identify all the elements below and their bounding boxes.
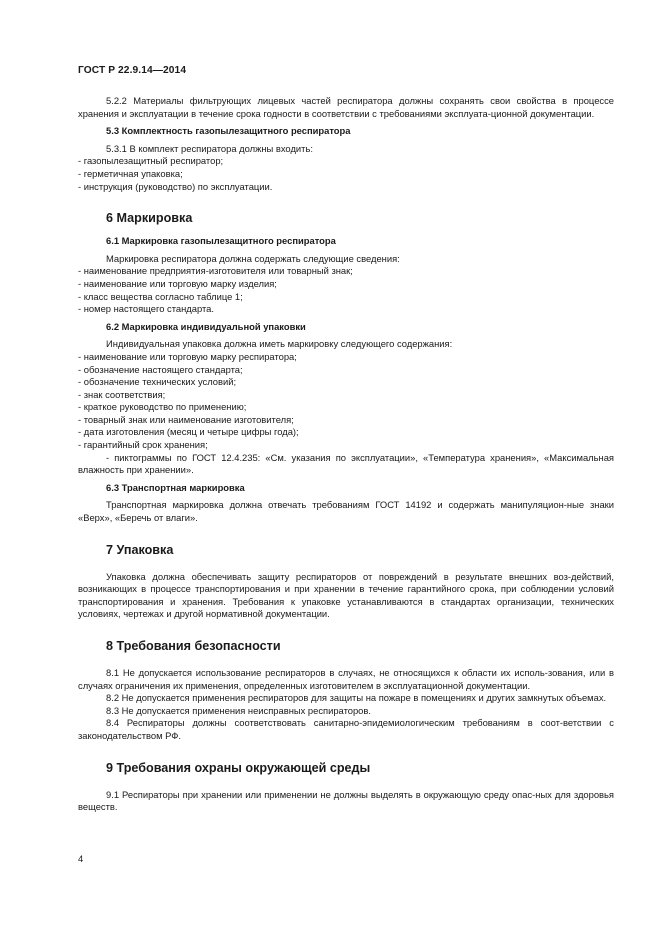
document-body (78, 95, 614, 814)
paragraph-6-2-intro: Индивидуальная упаковка должна иметь маркировку следующего содержания: (106, 338, 453, 350)
paragraph-5-2-2: 5.2.2 Материалы фильтрующих лицевых частей респиратора должны сохранять свои свойства в процессе хранения и эксплуатации в течение срока годности в соответствии с требованиями эксплуата-ционной документации. (78, 95, 614, 119)
list-item: - наименование или торговую марку изделия; (78, 277, 277, 289)
list-item: - знак соответствия; (78, 388, 166, 400)
paragraph-8-4: 8.4 Респираторы должны соответствовать санитарно-эпидемиологическим требованиям в соот-ветствии с законодательством РФ. (78, 717, 614, 741)
subsection-title-5-3: 5.3 Комплектность газопылезащитного респиратора (106, 125, 351, 137)
paragraph-6-3: Транспортная маркировка должна отвечать требованиям ГОСТ 14192 и содержать манипуляцион-ные знаки «Верх», «Беречь от влаги». (78, 499, 614, 524)
paragraph-7: Упаковка должна обеспечивать защиту респираторов от повреждений в результате внешних воз-действий, возникающих в процессе транспортирования и при хранении в течение гарантийного срока, при соблюдении условий транспортирования и хранения. Требования к упаковке устанавливаются в стандартах организации, технических условиях, чертежах и другой нормативной документации. (78, 570, 614, 620)
subsection-title-6-3: 6.3 Транспортная маркировка (106, 481, 245, 493)
document-header: ГОСТ Р 22.9.14—2014 (78, 65, 187, 76)
list-item: - наименование предприятия-изготовителя или товарный знак; (78, 265, 353, 277)
section-title-6: 6 Маркировка (106, 211, 193, 226)
list-item-pictograms: - пиктограммы по ГОСТ 12.4.235: «См. указания по эксплуатации», «Температура хранения», «Максимальная влажность при хранении». (78, 451, 614, 476)
list-item: - обозначение технических условий; (78, 376, 237, 388)
list-item: - дата изготовления (месяц и четыре цифры года); (78, 426, 299, 438)
page-number: 4 (78, 853, 84, 864)
list-item: - обозначение настоящего стандарта; (78, 363, 243, 375)
list-item: - номер настоящего стандарта. (78, 303, 214, 315)
subsection-title-6-1: 6.1 Маркировка газопылезащитного респиратора (106, 235, 336, 247)
list-item: - газопылезащитный респиратор; (78, 155, 224, 167)
list-item: - гарантийный срок хранения; (78, 439, 208, 451)
section-title-9: 9 Требования охраны окружающей среды (106, 760, 371, 775)
list-item: - класс вещества согласно таблице 1; (78, 290, 243, 302)
subsection-title-6-2: 6.2 Маркировка индивидуальной упаковки (106, 320, 306, 332)
paragraph-8-3: 8.3 Не допускается применения неисправных респираторов. (106, 704, 371, 716)
paragraph-6-1-intro: Маркировка респиратора должна содержать следующие сведения: (106, 252, 400, 264)
section-title-7: 7 Упаковка (106, 542, 174, 557)
paragraph-9-1: 9.1 Респираторы при хранении или применении не должны выделять в окружающую среду опас-ных для здоровья веществ. (78, 788, 614, 813)
list-item: - краткое руководство по применению; (78, 401, 247, 413)
list-item: - герметичная упаковка; (78, 167, 183, 179)
list-item: - товарный знак или наименование изготовителя; (78, 413, 294, 425)
list-item: - инструкция (руководство) по эксплуатации. (78, 180, 273, 192)
paragraph-8-1: 8.1 Не допускается использование респираторов в случаях, не относящихся к области их исполь-зования, или в случаях ограничения их применения, определенных изготовителем в эксплуатационной документации. (78, 667, 614, 691)
list-item: - наименование или торговую марку респиратора; (78, 350, 297, 362)
paragraph-5-3-1: 5.3.1 В комплект респиратора должны входить: (106, 142, 313, 154)
section-title-8: 8 Требования безопасности (106, 639, 281, 653)
paragraph-8-2: 8.2 Не допускается применения респираторов для защиты на пожаре в помещениях и других замкнутых объемах. (106, 692, 607, 704)
